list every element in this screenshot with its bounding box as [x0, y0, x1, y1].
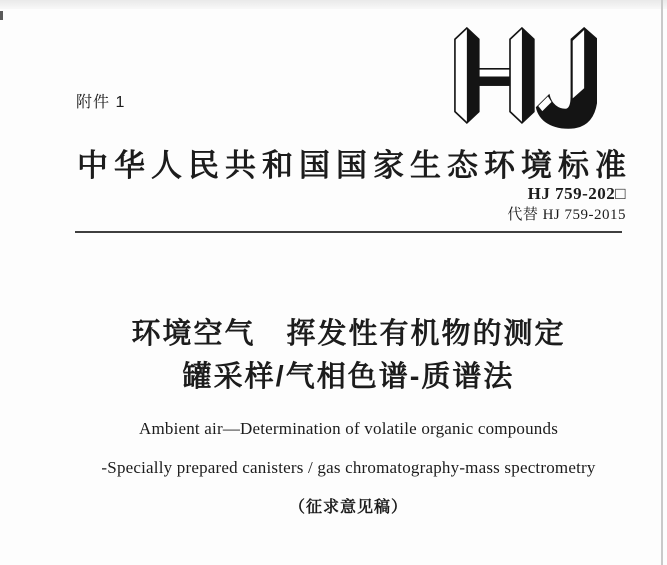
standard-number-block [507, 185, 626, 223]
title-english-line2: -Specially prepared canisters / gas chromatography-mass spectrometry [101, 458, 596, 477]
hj-logo-icon [454, 27, 597, 130]
title-english-line1: Ambient air—Determination of volatile organic compounds [138, 419, 559, 438]
header-rule [75, 231, 622, 233]
title-chinese-line1: 环境空气 挥发性有机物的测定 [131, 318, 566, 350]
scan-edge-right [661, 0, 663, 565]
replaced-standard: 代替 HJ 759-2015 [507, 207, 626, 223]
scan-edge-top [0, 0, 667, 9]
national-standard-header: 中华人民共和国国家生态环境标准 [77, 148, 632, 183]
scan-artifact [0, 11, 3, 20]
attachment-label: 附件 1 [76, 94, 126, 111]
standard-number: HJ 759-202□ [527, 184, 626, 203]
title-chinese-line2: 罐采样/气相色谱-质谱法 [182, 361, 515, 393]
draft-note: （征求意见稿） [288, 499, 408, 516]
